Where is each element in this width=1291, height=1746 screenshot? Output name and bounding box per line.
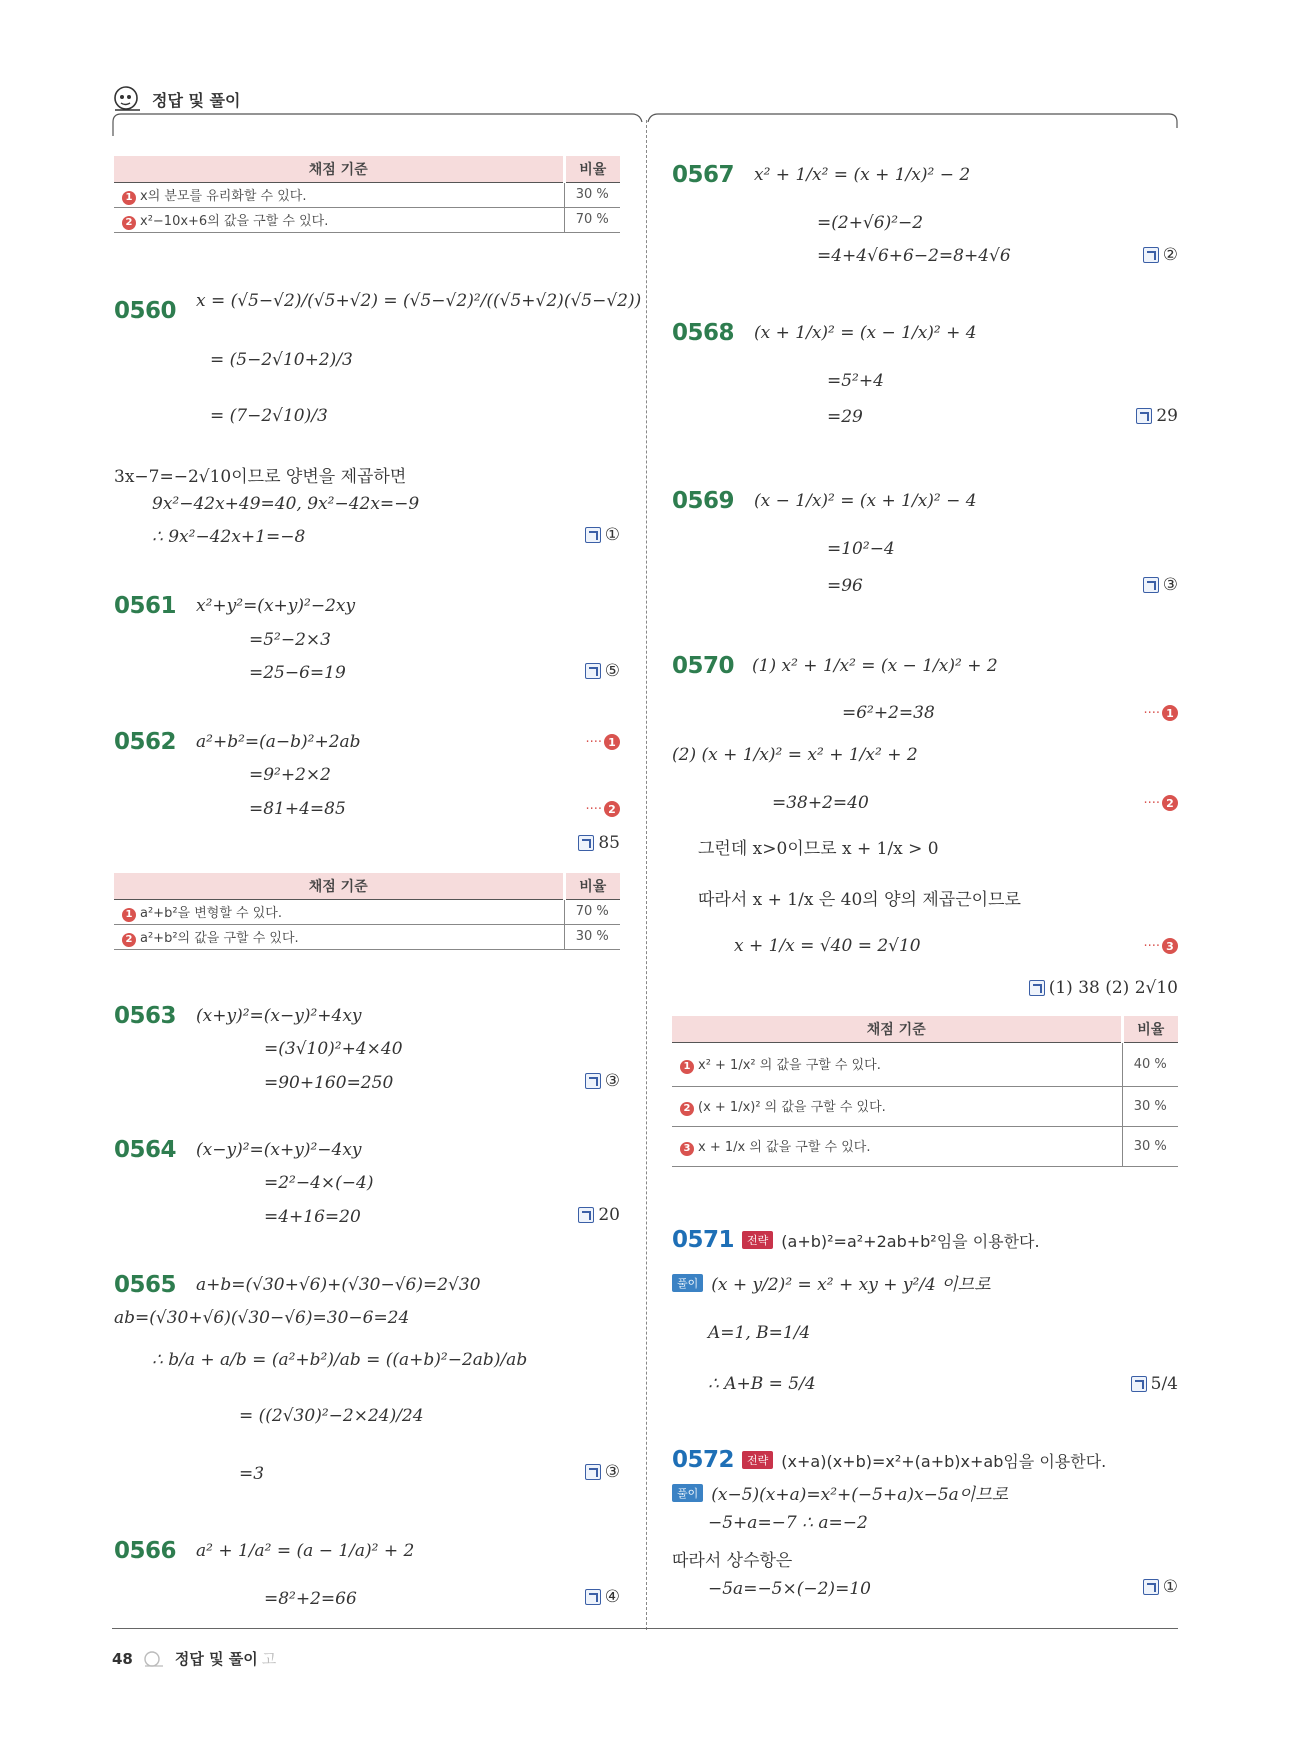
math-line: =8²+2=66 xyxy=(264,1589,357,1609)
table-row: 2 x²−10x+6의 값을 구할 수 있다. 70 % xyxy=(114,207,620,232)
answer: ② xyxy=(1143,245,1178,265)
problem-number: 0566 xyxy=(114,1538,177,1564)
math-line: x + 1/x = √40 = 2√10 xyxy=(734,936,921,956)
page-footer xyxy=(112,1648,276,1669)
answer: ③ xyxy=(1143,575,1178,595)
text-line: 그런데 x>0이므로 x + 1/x > 0 xyxy=(698,839,939,859)
math-line: ∴ 9x²−42x+1=−8 xyxy=(152,527,306,547)
solution-line xyxy=(672,1270,991,1295)
page-number: 48 xyxy=(112,1649,133,1668)
strategy-tag: 전략 xyxy=(742,1451,773,1469)
footer-divider xyxy=(112,1628,1178,1629)
column-frame xyxy=(112,112,1178,136)
answer: 85 xyxy=(578,833,620,853)
ratio-header: 비율 xyxy=(564,156,620,182)
problem-number: 0562 xyxy=(114,729,177,755)
grading-table-0570 xyxy=(672,1016,1178,1167)
solution-tag: 풀이 xyxy=(672,1484,703,1502)
math-line: =5²+4 xyxy=(827,371,884,391)
math-line: a² + 1/a² = (a − 1/a)² + 2 xyxy=(196,1541,415,1561)
math-line: =10²−4 xyxy=(827,539,895,559)
math-line: x² + 1/x² = (x + 1/x)² − 2 xyxy=(754,165,971,185)
ratio-header: 비율 xyxy=(1122,1016,1178,1042)
answer-icon xyxy=(585,1589,601,1605)
math-line: (x + y/2)² = x² + xy + y²/4 이므로 xyxy=(711,1275,991,1295)
problem-number: 0571 xyxy=(672,1227,735,1253)
page-header xyxy=(112,84,240,114)
step-marker: ···· 1 xyxy=(585,734,620,750)
answer-icon xyxy=(585,527,601,543)
problem-number: 0560 xyxy=(114,298,177,324)
problem-0572-header xyxy=(672,1447,1106,1473)
left-column xyxy=(114,140,642,1620)
footer-watermark: 고 xyxy=(261,1650,277,1668)
math-line: (2) (x + 1/x)² = x² + 1/x² + 2 xyxy=(672,745,918,765)
step-marker: ···· 1 xyxy=(1143,705,1178,721)
column-divider xyxy=(646,120,647,1630)
answer-icon xyxy=(1143,247,1159,263)
footer-title: 정답 및 풀이 xyxy=(174,1650,258,1668)
math-line: x²+y²=(x+y)²−2xy xyxy=(196,596,356,616)
grading-table-0559 xyxy=(114,156,620,233)
math-line: = ((2√30)²−2×24)/24 xyxy=(239,1406,424,1426)
table-row: 1 x² + 1/x² 의 값을 구할 수 있다. 40 % xyxy=(672,1042,1178,1086)
math-line: ∴ b/a + a/b = (a²+b²)/ab = ((a+b)²−2ab)/ab xyxy=(152,1350,528,1370)
math-line: =(3√10)²+4×40 xyxy=(264,1039,403,1059)
math-line: =2²−4×(−4) xyxy=(264,1173,374,1193)
criteria-header: 채점 기준 xyxy=(114,873,564,899)
table-row: 2 (x + 1/x)² 의 값을 구할 수 있다. 30 % xyxy=(672,1086,1178,1126)
criteria-header: 채점 기준 xyxy=(672,1016,1122,1042)
math-line: = (5−2√10+2)/3 xyxy=(210,350,353,370)
answer-icon xyxy=(585,1464,601,1480)
math-line: ab=(√30+√6)(√30−√6)=30−6=24 xyxy=(114,1308,410,1328)
answer: ⑤ xyxy=(585,661,620,681)
problem-number: 0568 xyxy=(672,320,735,346)
text-line: 따라서 x + 1/x 은 40의 양의 제곱근이므로 xyxy=(698,890,1021,910)
problem-number: 0567 xyxy=(672,162,735,188)
math-line: ∴ A+B = 5/4 xyxy=(708,1374,816,1394)
math-line: −5+a=−7 ∴ a=−2 xyxy=(708,1513,868,1533)
text-line: 3x−7=−2√10이므로 양변을 제곱하면 xyxy=(114,467,407,487)
math-line: −5a=−5×(−2)=10 xyxy=(708,1579,871,1599)
math-line: =5²−2×3 xyxy=(249,630,331,650)
problem-number: 0561 xyxy=(114,593,177,619)
math-line: =96 xyxy=(827,576,863,596)
math-line: =4+16=20 xyxy=(264,1207,361,1227)
math-line: =3 xyxy=(239,1464,265,1484)
solution-line xyxy=(672,1480,1008,1505)
math-line: =9²+2×2 xyxy=(249,765,331,785)
problem-number: 0563 xyxy=(114,1003,177,1029)
answer: ① xyxy=(1143,1577,1178,1597)
step-marker: ···· 2 xyxy=(585,801,620,817)
math-line: (x + 1/x)² = (x − 1/x)² + 4 xyxy=(754,323,977,343)
footer-mascot-icon xyxy=(143,1650,165,1668)
mascot-icon xyxy=(112,84,144,114)
math-line: (x+y)²=(x−y)²+4xy xyxy=(196,1006,362,1026)
step-marker: ···· 3 xyxy=(1143,938,1178,954)
problem-number: 0570 xyxy=(672,653,735,679)
table-row: 3 x + 1/x 의 값을 구할 수 있다. 30 % xyxy=(672,1126,1178,1166)
math-line: =90+160=250 xyxy=(264,1073,394,1093)
grading-table-0562 xyxy=(114,873,620,950)
answer-icon xyxy=(585,1073,601,1089)
math-line: =25−6=19 xyxy=(249,663,346,683)
math-line: (x−y)²=(x+y)²−4xy xyxy=(196,1140,362,1160)
problem-0571-header xyxy=(672,1227,1040,1253)
table-row: 1 a²+b²을 변형할 수 있다. 70 % xyxy=(114,899,620,924)
solution-tag: 풀이 xyxy=(672,1274,703,1292)
answer: ④ xyxy=(585,1587,620,1607)
right-column xyxy=(672,140,1178,1620)
answer-icon xyxy=(1131,1376,1147,1392)
criteria-header: 채점 기준 xyxy=(114,156,564,182)
answer: ① xyxy=(585,525,620,545)
problem-number: 0569 xyxy=(672,488,735,514)
answer-icon xyxy=(1143,577,1159,593)
answer-icon xyxy=(1136,408,1152,424)
math-line: a²+b²=(a−b)²+2ab xyxy=(196,732,361,752)
answer-icon xyxy=(1029,980,1045,996)
text-line: 따라서 상수항은 xyxy=(672,1551,793,1571)
answer: 5/4 xyxy=(1131,1374,1178,1394)
strategy-tag: 전략 xyxy=(742,1231,773,1249)
math-line: =29 xyxy=(827,407,863,427)
math-line: =4+4√6+6−2=8+4√6 xyxy=(817,246,1011,266)
strategy-text: (a+b)²=a²+2ab+b²임을 이용한다. xyxy=(781,1231,1040,1251)
math-line: (1) x² + 1/x² = (x − 1/x)² + 2 xyxy=(752,656,998,676)
problem-number: 0564 xyxy=(114,1137,177,1163)
table-row: 2 a²+b²의 값을 구할 수 있다. 30 % xyxy=(114,924,620,949)
math-line: =81+4=85 xyxy=(249,799,346,819)
math-line: x = (√5−√2)/(√5+√2) = (√5−√2)²/((√5+√2)(√5−√2)) xyxy=(196,291,642,311)
answer-icon xyxy=(578,835,594,851)
answer: 20 xyxy=(578,1205,620,1225)
math-line: (x−5)(x+a)=x²+(−5+a)x−5a이므로 xyxy=(711,1485,1009,1505)
math-line: =(2+√6)²−2 xyxy=(817,213,924,233)
problem-number: 0572 xyxy=(672,1447,735,1473)
answer: ③ xyxy=(585,1071,620,1091)
math-line: A=1, B=1/4 xyxy=(708,1323,811,1343)
answer: 29 xyxy=(1136,406,1178,426)
math-line: =6²+2=38 xyxy=(842,703,935,723)
answer-icon xyxy=(585,663,601,679)
answer-icon xyxy=(1143,1579,1159,1595)
math-line: 9x²−42x+49=40, 9x²−42x=−9 xyxy=(152,494,420,514)
math-line: =38+2=40 xyxy=(772,793,869,813)
page-title: 정답 및 풀이 xyxy=(152,90,241,110)
math-line: (x − 1/x)² = (x + 1/x)² − 4 xyxy=(754,491,977,511)
answer: (1) 38 (2) 2√10 xyxy=(1029,978,1178,998)
table-row: 1 x의 분모를 유리화할 수 있다. 30 % xyxy=(114,182,620,207)
answer-icon xyxy=(578,1207,594,1223)
ratio-header: 비율 xyxy=(564,873,620,899)
math-line: = (7−2√10)/3 xyxy=(210,406,328,426)
step-marker: ···· 2 xyxy=(1143,795,1178,811)
math-line: a+b=(√30+√6)+(√30−√6)=2√30 xyxy=(196,1275,481,1295)
strategy-text: (x+a)(x+b)=x²+(a+b)x+ab임을 이용한다. xyxy=(781,1451,1107,1471)
answer: ③ xyxy=(585,1462,620,1482)
problem-number: 0565 xyxy=(114,1272,177,1298)
